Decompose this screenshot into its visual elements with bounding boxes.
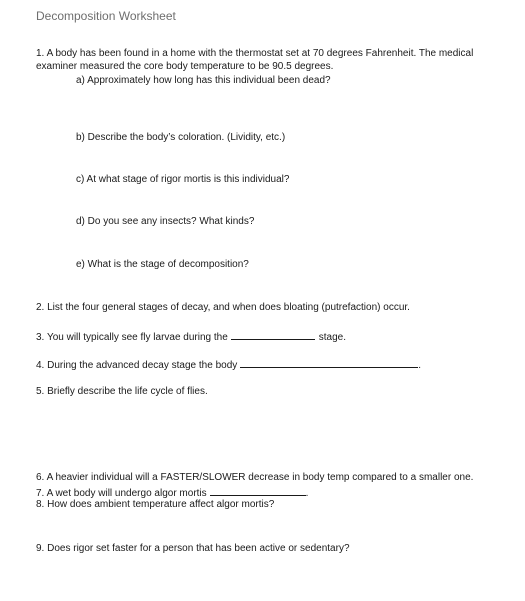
question-1a: a) Approximately how long has this individual been dead? bbox=[76, 75, 331, 86]
answer-blank-7[interactable] bbox=[210, 486, 306, 496]
question-4-text-end: . bbox=[418, 360, 422, 371]
question-7-text: 7. A wet body will undergo algor mortis bbox=[36, 488, 207, 499]
page-title: Decomposition Worksheet bbox=[36, 9, 176, 23]
question-7 bbox=[36, 486, 308, 500]
answer-blank-3[interactable] bbox=[231, 330, 315, 340]
answer-blank-4[interactable] bbox=[240, 358, 418, 368]
question-8: 8. How does ambient temperature affect algor mortis? bbox=[36, 499, 275, 510]
question-1c: c) At what stage of rigor mortis is this individual? bbox=[76, 174, 290, 185]
question-1d: d) Do you see any insects? What kinds? bbox=[76, 216, 255, 227]
question-9: 9. Does rigor set faster for a person that has been active or sedentary? bbox=[36, 543, 350, 554]
question-7-text-end: . bbox=[305, 488, 309, 499]
question-3-text: 3. You will typically see fly larvae during the bbox=[36, 332, 228, 343]
question-1b: b) Describe the body’s coloration. (Lividity, etc.) bbox=[76, 132, 286, 143]
question-1-line-2: examiner measured the core body temperature to be 90.5 degrees. bbox=[36, 61, 334, 72]
question-1-line-1: 1. A body has been found in a home with the thermostat set at 70 degrees Fahrenheit. The medical bbox=[36, 48, 474, 59]
question-3 bbox=[36, 330, 346, 344]
question-2: 2. List the four general stages of decay, and when does bloating (putrefaction) occur. bbox=[36, 302, 410, 313]
question-3-text-end: stage. bbox=[318, 332, 347, 343]
question-5: 5. Briefly describe the life cycle of flies. bbox=[36, 386, 208, 397]
question-6: 6. A heavier individual will a FASTER/SLOWER decrease in body temp compared to a smaller one. bbox=[36, 472, 474, 483]
question-1e: e) What is the stage of decomposition? bbox=[76, 259, 249, 270]
question-4-text: 4. During the advanced decay stage the body bbox=[36, 360, 238, 371]
question-4 bbox=[36, 358, 421, 372]
